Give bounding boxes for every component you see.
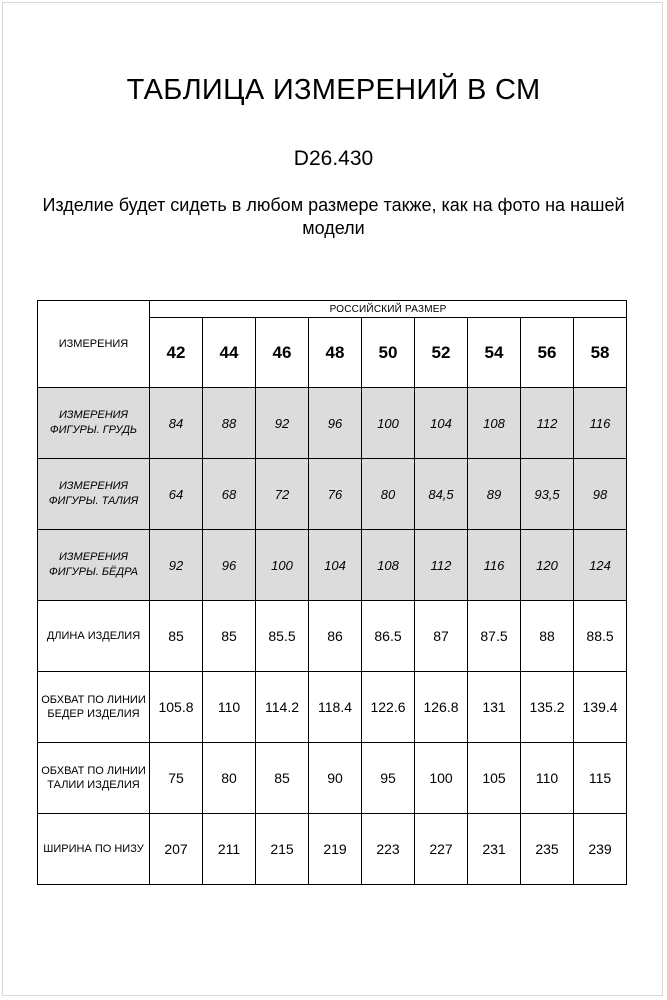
- size-header-56: 56: [521, 318, 574, 388]
- row-chest: [38, 388, 627, 459]
- cell-value: 88.5: [574, 601, 627, 672]
- page-title: ТАБЛИЦА ИЗМЕРЕНИЙ В СМ: [126, 74, 541, 106]
- cell-value: 112: [521, 388, 574, 459]
- cell-value: 87.5: [468, 601, 521, 672]
- cell-value: 95: [362, 743, 415, 814]
- cell-value: 118.4: [309, 672, 362, 743]
- cell-value: 207: [150, 814, 203, 885]
- cell-value: 114.2: [256, 672, 309, 743]
- row-label: ИЗМЕРЕНИЯ ФИГУРЫ. ТАЛИЯ: [38, 459, 150, 530]
- size-chart-table: [37, 300, 627, 885]
- row-hem-width: [38, 814, 627, 885]
- cell-value: 87: [415, 601, 468, 672]
- cell-value: 96: [309, 388, 362, 459]
- cell-value: 227: [415, 814, 468, 885]
- cell-value: 105: [468, 743, 521, 814]
- cell-value: 104: [309, 530, 362, 601]
- cell-value: 85: [256, 743, 309, 814]
- cell-value: 84,5: [415, 459, 468, 530]
- row-garment-hips: [38, 672, 627, 743]
- row-length: [38, 601, 627, 672]
- cell-value: 88: [203, 388, 256, 459]
- cell-value: 235: [521, 814, 574, 885]
- cell-value: 80: [362, 459, 415, 530]
- cell-value: 122.6: [362, 672, 415, 743]
- cell-value: 100: [256, 530, 309, 601]
- row-label: ОБХВАТ ПО ЛИНИИ БЕДЕР ИЗДЕЛИЯ: [38, 672, 150, 743]
- fit-note: Изделие будет сидеть в любом размере также, как на фото на нашей модели: [42, 195, 625, 238]
- cell-value: 115: [574, 743, 627, 814]
- cell-value: 124: [574, 530, 627, 601]
- cell-value: 108: [362, 530, 415, 601]
- cell-value: 88: [521, 601, 574, 672]
- row-garment-waist: [38, 743, 627, 814]
- cell-value: 110: [521, 743, 574, 814]
- cell-value: 120: [521, 530, 574, 601]
- cell-value: 211: [203, 814, 256, 885]
- cell-value: 72: [256, 459, 309, 530]
- cell-value: 92: [256, 388, 309, 459]
- cell-value: 90: [309, 743, 362, 814]
- size-header-48: 48: [309, 318, 362, 388]
- cell-value: 104: [415, 388, 468, 459]
- cell-value: 108: [468, 388, 521, 459]
- size-header-44: 44: [203, 318, 256, 388]
- cell-value: 98: [574, 459, 627, 530]
- cell-value: 223: [362, 814, 415, 885]
- cell-value: 96: [203, 530, 256, 601]
- cell-value: 139.4: [574, 672, 627, 743]
- cell-value: 64: [150, 459, 203, 530]
- size-header-50: 50: [362, 318, 415, 388]
- cell-value: 85: [150, 601, 203, 672]
- size-system-header: РОССИЙСКИЙ РАЗМЕР: [150, 301, 627, 318]
- measure-header: ИЗМЕРЕНИЯ: [38, 301, 150, 388]
- cell-value: 126.8: [415, 672, 468, 743]
- size-header-42: 42: [150, 318, 203, 388]
- cell-value: 85.5: [256, 601, 309, 672]
- row-label: ДЛИНА ИЗДЕЛИЯ: [38, 601, 150, 672]
- size-header-54: 54: [468, 318, 521, 388]
- product-code: D26.430: [293, 147, 374, 170]
- cell-value: 100: [415, 743, 468, 814]
- cell-value: 86.5: [362, 601, 415, 672]
- cell-value: 68: [203, 459, 256, 530]
- cell-value: 231: [468, 814, 521, 885]
- cell-value: 80: [203, 743, 256, 814]
- row-label: ИЗМЕРЕНИЯ ФИГУРЫ. ГРУДЬ: [38, 388, 150, 459]
- cell-value: 110: [203, 672, 256, 743]
- cell-value: 75: [150, 743, 203, 814]
- cell-value: 86: [309, 601, 362, 672]
- cell-value: 100: [362, 388, 415, 459]
- cell-value: 112: [415, 530, 468, 601]
- cell-value: 131: [468, 672, 521, 743]
- cell-value: 116: [468, 530, 521, 601]
- cell-value: 84: [150, 388, 203, 459]
- cell-value: 76: [309, 459, 362, 530]
- row-label: ИЗМЕРЕНИЯ ФИГУРЫ. БЁДРА: [38, 530, 150, 601]
- cell-value: 105.8: [150, 672, 203, 743]
- cell-value: 239: [574, 814, 627, 885]
- row-label: ОБХВАТ ПО ЛИНИИ ТАЛИИ ИЗДЕЛИЯ: [38, 743, 150, 814]
- cell-value: 85: [203, 601, 256, 672]
- size-header-52: 52: [415, 318, 468, 388]
- cell-value: 215: [256, 814, 309, 885]
- cell-value: 219: [309, 814, 362, 885]
- size-header-58: 58: [574, 318, 627, 388]
- cell-value: 89: [468, 459, 521, 530]
- cell-value: 116: [574, 388, 627, 459]
- cell-value: 135.2: [521, 672, 574, 743]
- row-hips: [38, 530, 627, 601]
- row-waist: [38, 459, 627, 530]
- row-label: ШИРИНА ПО НИЗУ: [38, 814, 150, 885]
- cell-value: 92: [150, 530, 203, 601]
- size-header-46: 46: [256, 318, 309, 388]
- cell-value: 93,5: [521, 459, 574, 530]
